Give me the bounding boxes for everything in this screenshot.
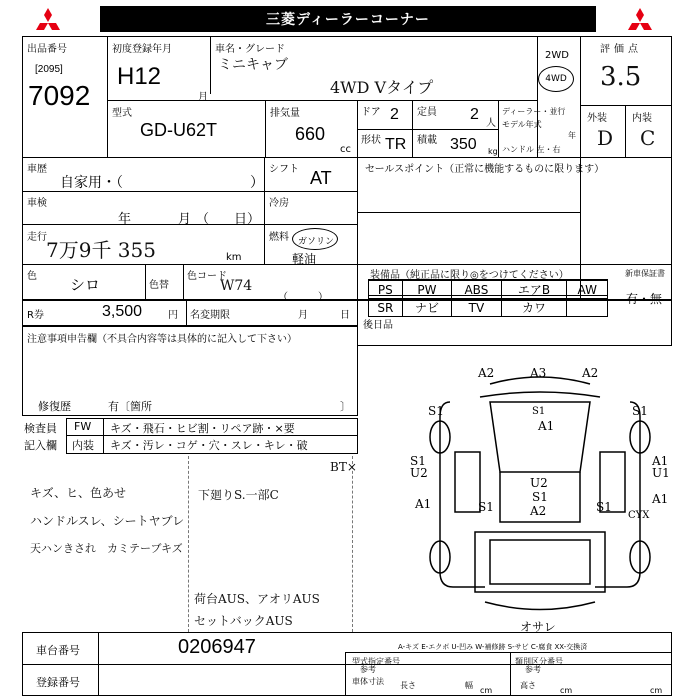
record-label: 記入欄 bbox=[24, 439, 57, 452]
sheet-title-bar bbox=[100, 6, 596, 32]
fuel-label: 燃料 bbox=[269, 232, 289, 243]
exterior-label: 外装 bbox=[587, 113, 607, 124]
body-type-value: TR bbox=[385, 136, 407, 153]
later-items-label: 後日品 bbox=[363, 320, 393, 331]
mitsubishi-logo-right bbox=[620, 6, 660, 32]
registration-label: 登録番号 bbox=[36, 676, 80, 689]
diagram-label-15: A2 bbox=[530, 504, 547, 518]
color-code-label: 色コード bbox=[187, 271, 227, 282]
exterior-value: D bbox=[597, 126, 614, 150]
diagram-label-4: S1 bbox=[428, 404, 444, 418]
capacity-value: 2 bbox=[470, 106, 479, 123]
diagram-label-9: U2 bbox=[410, 466, 428, 480]
load-label: 積載 bbox=[417, 135, 437, 146]
mitsubishi-logo-left bbox=[28, 6, 68, 32]
diagram-label-5: S1 bbox=[632, 404, 648, 418]
sheet-title: 三菱ディーラーコーナー bbox=[266, 12, 430, 28]
fuel-paren: （ ） bbox=[278, 292, 328, 303]
dealer-model-year: モデル年式 bbox=[502, 120, 542, 129]
color-code: W74 bbox=[220, 278, 253, 294]
diagram-bed bbox=[475, 532, 605, 592]
ref-label-1: 参考 bbox=[360, 665, 376, 674]
score-value: 3.5 bbox=[600, 62, 642, 92]
equipment-abs: ABS bbox=[452, 281, 501, 299]
dealer-handle: ハンドル 左・右 bbox=[502, 145, 561, 154]
equipment-airbag: エアB bbox=[501, 281, 567, 299]
ref-label-2: 参考 bbox=[525, 665, 541, 674]
warranty-label: 新車保証書 bbox=[625, 269, 665, 278]
equipment-leather: カワ bbox=[501, 299, 567, 317]
equipment-ps: PS bbox=[369, 281, 403, 299]
equipment-aw: AW bbox=[567, 281, 608, 299]
drive-2wd-label: 2WD bbox=[545, 50, 569, 61]
dims-label: 車体寸法 bbox=[352, 677, 384, 686]
diagram-label-3: A2 bbox=[582, 366, 599, 380]
doors-value: 2 bbox=[390, 106, 399, 123]
diagram-label-1: A2 bbox=[478, 366, 495, 380]
color-change-label: 色替 bbox=[149, 280, 169, 291]
dims-cm-2: cm bbox=[560, 686, 573, 695]
diagram-label-11: U1 bbox=[652, 466, 670, 480]
note-left-2: ハンドルスレ、シートヤブレ bbox=[30, 514, 185, 528]
notice-label: 注意事項申告欄（不具合内容等は具体的に記入して下さい） bbox=[27, 334, 297, 345]
shift-label: シフト bbox=[269, 164, 299, 175]
dims-length: 長さ bbox=[400, 681, 416, 690]
drive-4wd-circle bbox=[538, 66, 574, 92]
history-label: 車歴 bbox=[27, 164, 47, 175]
capacity-label: 定員 bbox=[417, 107, 437, 118]
model-cert-label: 型式指定番号 bbox=[352, 657, 400, 666]
history-close: ） bbox=[250, 175, 264, 191]
name-change-label: 名変期限 bbox=[190, 310, 230, 321]
body-type-label: 形状 bbox=[361, 135, 381, 146]
diagram-rear-bumper bbox=[485, 602, 595, 610]
note-left-1: キズ、ヒ、色あせ bbox=[30, 486, 127, 500]
shift-value: AT bbox=[310, 168, 332, 188]
diagram-label-6: S1 bbox=[532, 406, 546, 417]
note-right-1: 下廻りS.一部C bbox=[198, 488, 279, 502]
inspector-label: 検査員 bbox=[24, 422, 57, 435]
model-label: 型式 bbox=[112, 108, 132, 119]
car-grade: 4WD Vタイプ bbox=[330, 78, 434, 97]
equipment-label: 装備品（純正品に限り◎をつけてください） bbox=[370, 270, 569, 281]
load-value: 350 bbox=[450, 136, 477, 153]
warranty-value: 有・無 bbox=[626, 292, 663, 306]
model-value: GD-U62T bbox=[140, 120, 218, 140]
name-change-day: 日 bbox=[340, 310, 350, 321]
category-label: 類別区分番号 bbox=[515, 657, 563, 666]
diagram-left-side bbox=[440, 402, 485, 587]
recycle-label: R券 bbox=[27, 310, 44, 321]
dealer-label: ディーラー・並行 bbox=[502, 107, 566, 116]
load-unit: kg bbox=[488, 147, 498, 156]
chassis-value: 0206947 bbox=[178, 636, 256, 658]
dims-height: 高さ bbox=[520, 681, 536, 690]
inspection-month-unit: 月 bbox=[178, 212, 192, 227]
dealer-year-unit: 年 bbox=[568, 131, 576, 140]
aircon-label: 冷房 bbox=[269, 198, 289, 209]
equipment-sr: SR bbox=[369, 299, 403, 317]
first-reg-year: H12 bbox=[117, 63, 162, 90]
note-left-3: 天ハンきされ カミテーブキズ bbox=[30, 542, 183, 555]
damage-legend: A-キズ E-エクボ U-凹み W-補修跡 S-サビ C-腐食 XX-交換済 bbox=[398, 643, 588, 651]
engine-unit: cc bbox=[340, 144, 351, 155]
fuel-diesel: 軽油 bbox=[292, 252, 317, 266]
interior-label: 内装 bbox=[632, 113, 652, 124]
note-right-3: セットバックAUS bbox=[194, 614, 293, 628]
record-line: キズ・汚レ・コゲ・穴・スレ・キレ・破 bbox=[110, 439, 308, 452]
repair-value: 有〔箇所 bbox=[108, 400, 152, 413]
diagram-label-12: A1 bbox=[415, 497, 432, 511]
diagram-label-10: A1 bbox=[652, 454, 669, 468]
recycle-value: 3,500 bbox=[102, 303, 143, 320]
inspector-cell: FW bbox=[74, 420, 92, 433]
diagram-label-20: オサレ bbox=[520, 620, 556, 634]
repair-close: 〕 bbox=[340, 400, 351, 413]
diagram-label-2: A3 bbox=[530, 366, 547, 380]
dims-cm-1: cm bbox=[480, 686, 493, 695]
car-name-label: 車名・グレード bbox=[215, 44, 285, 55]
mileage-label: 走行 bbox=[27, 232, 47, 243]
dims-cm-3: cm bbox=[650, 686, 663, 695]
inspection-label: 車検 bbox=[27, 198, 47, 209]
color-value: シロ bbox=[70, 276, 101, 294]
equipment-pw: PW bbox=[402, 281, 452, 299]
diagram-label-13: U2 bbox=[530, 476, 548, 490]
car-name: ミニキャブ bbox=[218, 57, 288, 73]
equipment-tv: TV bbox=[452, 299, 501, 317]
color-label: 色 bbox=[27, 271, 37, 282]
diagram-label-19: CYX bbox=[628, 510, 650, 521]
history-value: 自家用・（ bbox=[60, 175, 123, 191]
record-cell: 内装 bbox=[72, 439, 94, 452]
diagram-label-16: A1 bbox=[652, 492, 669, 506]
diagram-label-17: S1 bbox=[478, 500, 494, 514]
score-label: 評価点 bbox=[600, 44, 642, 55]
inspection-day-unit: 日） bbox=[234, 212, 261, 227]
diagram-label-8: S1 bbox=[410, 454, 426, 468]
inspection-day-open: （ bbox=[196, 212, 210, 227]
mileage-value: 7万9千 355 bbox=[46, 238, 156, 262]
repair-label: 修復歴 bbox=[38, 400, 71, 413]
engine-label: 排気量 bbox=[270, 108, 300, 119]
name-change-month: 月 bbox=[298, 310, 308, 321]
diagram-label-7: A1 bbox=[538, 419, 555, 433]
capacity-unit: 人 bbox=[486, 118, 496, 129]
mileage-unit: km bbox=[226, 252, 242, 263]
fuel-gas: ガソリン bbox=[298, 237, 335, 247]
first-reg-label: 初度登録年月 bbox=[112, 44, 172, 55]
sales-point-label: セールスポイント（正常に機能するものに限ります） bbox=[365, 164, 605, 175]
diagram-label-18: S1 bbox=[596, 500, 612, 514]
drive-4wd-label: 4WD bbox=[545, 74, 567, 84]
chassis-label: 車台番号 bbox=[36, 644, 80, 657]
interior-value: C bbox=[640, 126, 656, 150]
dims-width: 幅 bbox=[465, 681, 473, 690]
note-right-2: 荷台AUS、アオリAUS bbox=[194, 592, 320, 606]
engine-value: 660 bbox=[295, 124, 326, 144]
doors-label: ドア bbox=[361, 107, 381, 118]
first-reg-month-unit: 月 bbox=[198, 92, 208, 103]
diagram-right-side bbox=[595, 402, 640, 587]
later-items-box bbox=[357, 300, 672, 346]
diagram-label-14: S1 bbox=[532, 490, 548, 504]
note-btx: BT× bbox=[330, 460, 357, 474]
recycle-unit: 円 bbox=[168, 310, 178, 321]
lot-number: 7092 bbox=[28, 80, 91, 111]
lot-sub-number: [2095] bbox=[35, 64, 63, 75]
lot-label: 出品番号 bbox=[27, 44, 67, 55]
equipment-navi: ナビ bbox=[402, 299, 452, 317]
inspection-year-unit: 年 bbox=[118, 212, 132, 227]
inspector-line: キズ・飛石・ヒビ割・リペア跡・×要 bbox=[110, 422, 295, 435]
